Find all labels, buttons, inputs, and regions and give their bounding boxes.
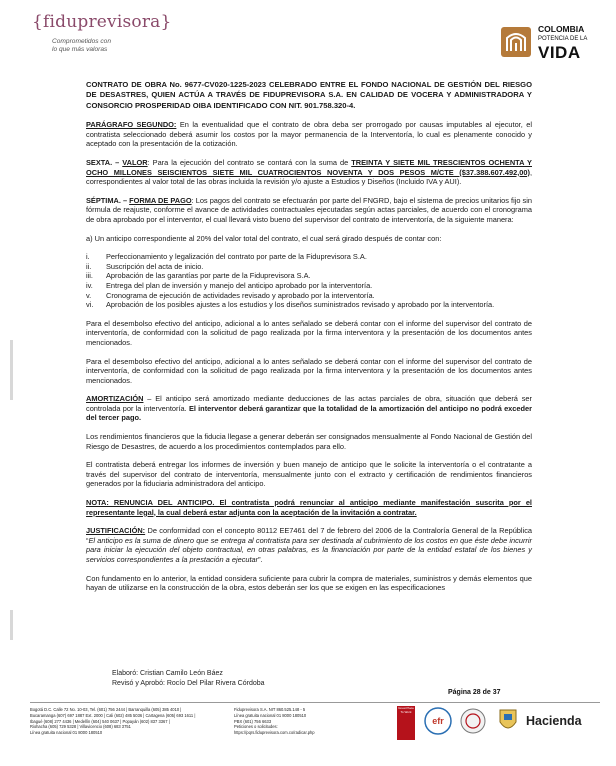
brand-name: {fiduprevisora} — [32, 12, 172, 32]
signature-block — [112, 669, 265, 688]
footer-address-line: Riohacha (605) 729 5328 | Villavicencio (608) 683 3751 — [30, 724, 131, 730]
slogan-line-2: lo que más valoras — [52, 45, 108, 53]
anticipo-intro: a) Un anticipo correspondiente al 20% del valor total del contrato, el cual será girado después de contar con: — [86, 233, 442, 243]
septima-forma: FORMA DE PAGO — [129, 195, 192, 205]
contract-title: CONTRATO DE OBRA No. 9677-CV020-1225-2023 CELEBRADO ENTRE EL FONDO NACIONAL DE GESTIÓN DEL RIESGO DE DESASTRES, QUIEN ACTÚA A TRAVÉS DE FIDUPREVISORA S.A. EN CALIDAD DE VOCERA Y ADMINISTRADORA Y CONSORCIO PROSPERIDAD OIBA IDENTIFICADO CON NIT. 901.758.320-4. — [86, 80, 532, 110]
side-mark-icon — [8, 340, 14, 400]
colombia-logo-line-1: COLOMBIA — [538, 24, 585, 34]
paragrafo-label: PARÁGRAFO SEGUNDO: — [86, 120, 177, 130]
colombia-coat-of-arms-icon — [496, 706, 520, 736]
slogan-line-1: Comprometidos con — [52, 38, 112, 45]
desembolso-paragraph-1: Para el desembolso efectivo del anticipo, adicional a lo antes señalado se deberá contar con el informe del supervisor del contrato de interventoría, de conformidad con la solicitud de pago realizada por la firma interventora y la presentación de los documentos antes mencionados. — [86, 318, 532, 347]
footer-contact-line: PBX (601) 756 6633 — [234, 718, 272, 724]
brand-slogan — [52, 38, 172, 53]
footer-contact-line: Línea gratuita nacional 01 8000 180510 — [234, 712, 307, 718]
list-item: vi. Aprobación de los posibles ajustes a los estudios y los diseños suministrados revisado y aprobado por la interventoría. — [86, 300, 495, 310]
sexta-text-1: : Para la ejecución del contrato se contará con la suma de — [147, 158, 352, 167]
clause-sexta — [86, 158, 532, 187]
desembolso-paragraph-2: Para el desembolso efectivo del anticipo, adicional a lo antes señalado se deberá contar con el informe del supervisor del contrato de interventoría, de conformidad con la solicitud de pago realizada por la firma interventora y la presentación de los documentos antes mencionados. — [86, 356, 532, 385]
colombia-logo-line-3: VIDA — [538, 43, 581, 62]
amortizacion-paragraph — [86, 394, 532, 423]
certification-seal-icon — [458, 706, 488, 736]
footer-contact-line: Fiduprevisora S.A. NIT 860.525.148 - 5 — [234, 707, 306, 712]
sexta-label: SEXTA. – — [86, 158, 123, 167]
conclusion-paragraph: Con fundamento en lo anterior, la entidad considera suficiente para cubrir la compra de materiales, suministros y demás elementos que hayan de utilizarse en la construcción de la obra, estos deberán ser los que se exigen en las especificaciones — [86, 573, 532, 593]
justif-label: JUSTIFICACIÓN: — [86, 526, 146, 536]
side-vertical-mark-lower — [8, 610, 14, 640]
amort-bold: El interventor deberá garantizar que la totalidad de la amortización del anticipo no podrá exceder del tercer pago. — [86, 403, 533, 423]
justif-end: ”. — [258, 555, 263, 564]
footer-addresses — [30, 707, 230, 736]
colombia-emblem-icon — [500, 26, 532, 58]
footer-contact-link[interactable]: https://pqrs.fiduprevisora.com.co/radicar.php — [234, 730, 315, 736]
side-mark-icon — [8, 610, 14, 640]
list-item: v. Cronograma de ejecución de actividades revisado y aprobado por la interventoría. — [86, 290, 375, 300]
colombia-logo-line-2: POTENCIA DE LA — [538, 36, 588, 42]
list-item: ii. Suscripción del acta de inicio. — [86, 261, 204, 271]
sexta-amount: TREINTA Y SIETE MIL TRESCIENTOS OCHENTA Y OCHO MILLONES SEISCIENTOS SIETE MIL CUATROCIENTOS NOVENTA Y DOS PESOS M/CTE ($37.388.607.492,00) — [86, 158, 532, 177]
page-number: Página 28 de 37 — [448, 689, 501, 696]
efr-label: efr — [432, 716, 444, 726]
justificacion-paragraph — [86, 526, 532, 564]
efr-logo-icon — [423, 706, 453, 736]
rendimientos-paragraph: Los rendimientos financieros que la fiducia llegase a generar deberán ser consignados mensualmente al Fondo Nacional de Gestión del Riesgo de Desastres, de acuerdo a los procedimientos contemplados para ello. — [86, 432, 532, 451]
paragrafo-segundo — [86, 120, 532, 149]
paragrafo-text: En la eventualidad que el contrato de obra deba ser prorrogado por causas imputables al ejecutor, el contratista seleccionado deberá asumir los costos por la mayor permanencia de la Interventoría, lo cual es plenamente conocido y aceptado con la presentación de la cotización. — [86, 120, 533, 149]
footer-contact — [234, 707, 364, 736]
clause-septima — [86, 196, 532, 225]
requirements-list — [86, 252, 532, 310]
list-item: iii. Aprobación de las garantías por parte de la Fiduprevisora S.A. — [86, 271, 311, 281]
footer-divider — [30, 702, 600, 703]
footer-address-line: Ibagué (608) 277 4436 | Medellín (604) 540 0637 | Popayán (602) 837 3367 | — [30, 718, 170, 724]
amort-text: – El anticipo será amortizado mediante deducciones de las actas parciales de obra, situación que deberá ser controlada por la interventoría. — [86, 394, 532, 413]
reviso-line: Revisó y Aprobó: Rocío Del Pilar Rivera Córdoba — [112, 679, 265, 687]
sexta-valor: VALOR — [122, 158, 148, 167]
side-vertical-mark — [8, 340, 14, 400]
footer-address-line: Bogotá D.C. Calle 72 No. 10-03, Tel. (601) 756 2444 | Barranquilla (605) 385 4010 | — [30, 707, 182, 712]
gptw-text: Great Place To Work — [398, 706, 414, 714]
septima-text: : Los pagos del contrato se efectuarán por parte del FNGRD, bajo el sistema de precios unitarios fijo sin fórmula de reajuste, conforme el avance de actividades contractuales ejecutadas según actas parciales, de acuerdo con el cronograma de obra aprobado por el interventor, el cual llevará visto bueno del supervisor del contrato de interventoría, de la siguiente manera: — [86, 195, 532, 224]
justif-quote: El anticipo es la suma de dinero que se entrega al contratista para ser destinada al cubrimiento de los costos en que éste debe incurrir para iniciar la ejecución del objeto contractual, en otras palabras, es la financiación por parte de la entidad estatal de los bienes y servicios correspondientes a la prestación a ejecutar — [86, 535, 532, 564]
document-body — [86, 80, 532, 593]
fiduprevisora-logo — [32, 12, 172, 53]
list-item: iv. Entrega del plan de inversión y manejo del anticipo aprobado por la interventoría. — [86, 280, 373, 290]
footer-address-line: Bucaramanga (607) 697 1887 Ext. 2000 | Cali (602) 485 5036 | Cartagena (605) 693 1611 | — [30, 712, 196, 718]
justif-text: De conformidad con el concepto 80112 EE7461 del 7 de febrero del 2006 de la Contraloría General de la República “ — [86, 526, 532, 545]
hacienda-logo-text: Hacienda — [526, 714, 582, 728]
sexta-text-2: , correspondientes al valor total de las obras incluida la revisión y/o ajuste a Estudios y Diseños (Incluido IVA y AUI). — [86, 167, 532, 187]
footer-contact-line: Peticiones o solicitudes: — [234, 724, 278, 730]
septima-label: SÉPTIMA. – — [86, 195, 130, 205]
amort-label: AMORTIZACIÓN — [86, 394, 144, 404]
elaboro-line: Elaboró: Cristian Camilo León Báez — [112, 670, 223, 677]
colombia-logo-text — [538, 24, 587, 62]
colombia-potencia-logo — [500, 22, 600, 62]
nota-renuncia: NOTA: RENUNCIA DEL ANTICIPO. El contratista podrá renunciar al anticipo mediante manifestación suscrita por el representante legal, la cual deberá estar adjunta con la aceptación de la invitación a contratar. — [86, 498, 532, 517]
great-place-to-work-logo — [397, 706, 415, 740]
footer-address-line: Línea gratuita nacional 01 8000 180510 — [30, 730, 103, 736]
informes-paragraph: El contratista deberá entregar los informes de inversión y buen manejo de anticipo que le solicite la interventoría o el contratante a través del supervisor del contrato de interventoría, mensualmente junto con el extracto y certificación de rendimientos financieros generados por la fiduciaria administradora del anticipo. — [86, 460, 532, 489]
list-item: i. Perfeccionamiento y legalización del contrato por parte de la Fiduprevisora S.A. — [86, 252, 367, 262]
